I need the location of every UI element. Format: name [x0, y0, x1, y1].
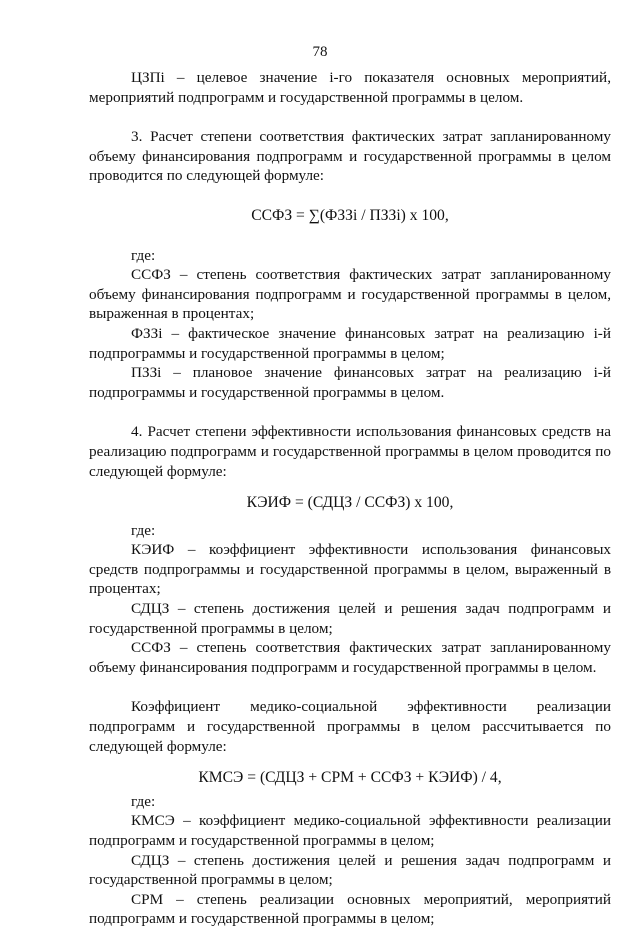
section-4-intro: 4. Расчет степени эффективности использования финансовых средств на реализацию подпрограмм и государственной программы в целом проводится по следующей формуле:: [89, 423, 611, 480]
definition-kmse: КМСЭ – коэффициент медико-социальной эффективности реализации подпрограмм и государственной программы в целом;: [89, 812, 611, 849]
where-label: где:: [131, 792, 156, 810]
definition-czpi: ЦЗПi – целевое значение i-го показателя основных мероприятий, мероприятий подпрограмм и государственной программы в целом.: [89, 69, 611, 106]
section-3-intro: 3. Расчет степени соответствия фактических затрат запланированному объему финансирования подпрограмм и государственной программы в целом проводится по следующей формуле:: [89, 128, 611, 185]
page-number: 78: [312, 44, 328, 60]
definition-fzzi: ФЗЗi – фактическое значение финансовых затрат на реализацию i-й подпрограммы и государственной программы в целом;: [89, 324, 611, 362]
page-content: [89, 68, 611, 929]
where-label: где:: [131, 521, 156, 539]
definition-keif: КЭИФ – коэффициент эффективности использования финансовых средств подпрограммы и государственной программы в целом, выраженный в процентах;: [89, 541, 611, 598]
definition-ssfz: ССФЗ – степень соответствия фактических затрат запланированному объему финансирования подпрограмм и государственной программы в целом.: [89, 639, 611, 676]
definition-pzzi: ПЗЗi – плановое значение финансовых затрат на реализацию i-й подпрограммы и государственной программы в целом.: [89, 364, 611, 401]
formula-keif: КЭИФ = (СДЦЗ / ССФЗ) х 100,: [246, 494, 454, 512]
where-label: где:: [131, 246, 156, 264]
definition-sdcz: СДЦЗ – степень достижения целей и решения задач подпрограмм и государственной программы в целом;: [89, 851, 611, 889]
definition-srm: СРМ – степень реализации основных мероприятий, мероприятий подпрограмм и государственной программы в целом;: [89, 890, 611, 928]
kmse-intro: Коэффициент медико-социальной эффективности реализации подпрограмм и государственной программы в целом рассчитывается по следующей формуле:: [89, 698, 611, 755]
definition-sdcz: СДЦЗ – степень достижения целей и решения задач подпрограмм и государственной программы в целом;: [89, 600, 611, 637]
formula-ssfz: ССФЗ = ∑(ФЗЗi / ПЗЗi) х 100,: [251, 206, 449, 224]
definition-ssfz: ССФЗ – степень соответствия фактических затрат запланированному объему финансирования подпрограмм и государственной программы в целом, выраженная в процентах;: [89, 266, 611, 323]
formula-kmse: КМСЭ = (СДЦЗ + СРМ + ССФЗ + КЭИФ) / 4,: [198, 769, 502, 787]
